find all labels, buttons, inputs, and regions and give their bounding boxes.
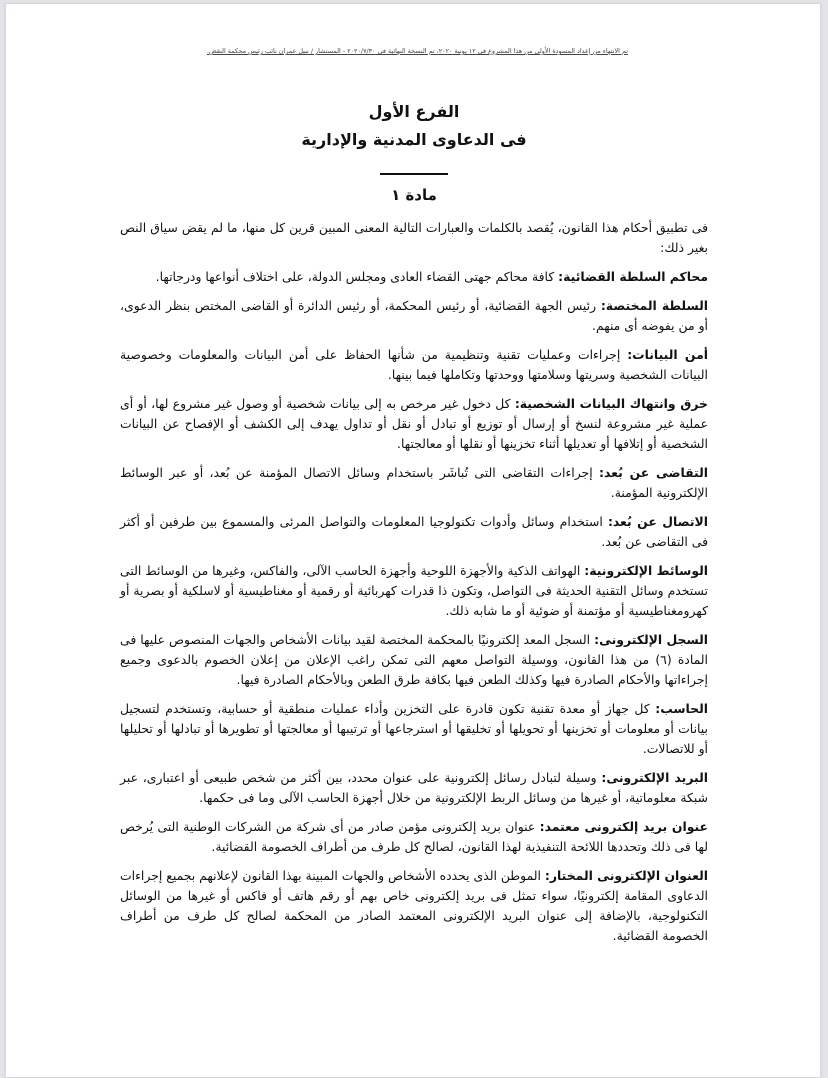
definition-term: الحاسب:	[655, 701, 708, 716]
section-heading	[0, 98, 828, 154]
definition-item	[120, 817, 708, 857]
article-body	[120, 218, 708, 955]
definition-term: التقاضى عن بُعد:	[599, 465, 708, 480]
definition-term: خرق وانتهاك البيانات الشخصية:	[514, 396, 708, 411]
definition-term: عنوان بريد إلكترونى معتمد:	[539, 819, 708, 834]
definition-text: إجراءات وعمليات تقنية وتنظيمية من شأنها الحفاظ على أمن البيانات والمعلومات وخصوصية البيانات الشخصية وسريتها وسلامتها ووحدتها وتكاملها فيما بينها.	[120, 347, 708, 382]
section-subtitle: فى الدعاوى المدنية والإدارية	[301, 130, 527, 149]
definition-item	[120, 296, 708, 336]
header-note: تم الانتهاء من إعداد المسودة الأولى من هذا المشروع فى ١٢ يونية ٢٠٢٠، تم النسخة النهائية فى ٢٠٢٠/٧/٣٠ - المستشار / نبيل عمران نائب رئيس محكمة النقض.	[207, 47, 628, 55]
definition-text: وسيلة لتبادل رسائل إلكترونية على عنوان محدد، بين أكثر من شخص طبيعى أو اعتبارى، عبر شبكة معلوماتية، أو غيرها من وسائل الربط الإلكترونية من خلال أجهزة الحاسب الآلى وما فى حكمها.	[120, 770, 708, 805]
definition-term: أمن البيانات:	[627, 347, 708, 362]
definition-item	[120, 699, 708, 759]
definition-item	[120, 630, 708, 690]
definition-text: الموطن الذى يحدده الأشخاص والجهات المبينة بهذا القانون لإعلانهم بجميع إجراءات الدعاوى المقامة إلكترونيًا، سواء تمثل فى بريد إلكترونى خاص بهم أو رقم هاتف أو فاكس أو غيرها من الوسائل التكنولوجية، بالإضافة إلى عنوان البريد الإلكترونى المعتمد الصادر من المحكمة لصالح كل طرف من أطراف الخصومة القضائية.	[120, 868, 708, 943]
definition-text: كل جهاز أو معدة تقنية تكون قادرة على التخزين وأداء عمليات منطقية أو حسابية، وتستخدم لتسجيل بيانات أو معلومات أو تخزينها أو تحويلها أو تخليقها أو استرجاعها أو ترتيبها أو معالجتها أو تطويرها أو تبادلها أو تحليلها أو للاتصالات.	[120, 701, 708, 756]
definition-text: استخدام وسائل وأدوات تكنولوجيا المعلومات والتواصل المرئى والمسموع بين طرفين أو أكثر فى التقاضى عن بُعد.	[120, 514, 708, 549]
definition-item	[120, 512, 708, 552]
title-separator	[380, 173, 448, 175]
definition-term: السلطة المختصة:	[600, 298, 708, 313]
definition-item	[120, 768, 708, 808]
definition-term: البريد الإلكترونى:	[601, 770, 709, 785]
definition-text: السجل المعد إلكترونيًا بالمحكمة المختصة لقيد بيانات الأشخاص والجهات المنصوص عليها فى المادة (٦) من هذا القانون، ووسيلة التواصل معهم التى تمكن راغب الإعلان من إعلان الخصوم بالدعوى وجميع إجراءاتها والأحكام الصادرة فيها وكذلك الطعن فيها بكافة طرق الطعن وبالأحكام الصادرة فيها.	[120, 632, 708, 687]
definition-term: محاكم السلطة القضائية:	[558, 269, 708, 284]
definition-text: كافة محاكم جهتى القضاء العادى ومجلس الدولة، على اختلاف أنواعها ودرجاتها.	[155, 269, 559, 284]
section-title: الفرع الأول	[368, 102, 460, 121]
definition-item	[120, 267, 708, 287]
definition-text: الهواتف الذكية والأجهزة اللوحية وأجهزة الحاسب الآلى، والفاكس، وغيرها من الوسائط التى تستخدم وسائل التقنية الحديثة فى التواصل، وتكون ذا قدرات كهربائية أو رقمية أو مغناطيسية أو لاسلكية أو بصرية أو كهرومغناطيسية أو مؤتمنة أو ضوئية أو ما شابه ذلك.	[120, 563, 708, 618]
definition-text: عنوان بريد إلكترونى مؤمن صادر من أى شركة من الشركات الوطنية التى يُرخص لها فى ذلك وتحددها اللائحة التنفيذية لهذا القانون، لصالح كل طرف من أطراف الخصومة القضائية.	[120, 819, 708, 854]
definition-item	[120, 463, 708, 503]
definition-text: إجراءات التقاضى التى تُباشَر باستخدام وسائل الاتصال المؤمنة عن بُعد، أو عبر الوسائط الإلكترونية المؤمنة.	[120, 465, 708, 500]
definition-term: الوسائط الإلكترونية:	[584, 563, 708, 578]
intro-paragraph: فى تطبيق أحكام هذا القانون، يُقصد بالكلمات والعبارات التالية المعنى المبين قرين كل منها، ما لم يقض سياق النص بغير ذلك:	[120, 220, 708, 255]
definition-item	[120, 561, 708, 621]
definition-item	[120, 394, 708, 454]
definition-text: رئيس الجهة القضائية، أو رئيس المحكمة، أو رئيس الدائرة أو القاضى المختص بنظر الدعوى، أو من يفوضه أى منهم.	[120, 298, 708, 333]
definition-term: السجل الإلكترونى:	[594, 632, 708, 647]
definition-item	[120, 345, 708, 385]
definition-term: العنوان الإلكترونى المختار:	[544, 868, 709, 883]
article-title: مادة ١	[391, 186, 437, 204]
definition-text: كل دخول غير مرخص به إلى بيانات شخصية أو وصول غير مشروع لها، أو أى عملية غير مشروعة لنسخ أو إرسال أو توزيع أو تبادل أو نقل أو تداول يهدف إلى الكشف أو الإفصاح عن البيانات الشخصية أو إتلافها أو تعديلها أثناء تخزينها أو نقلها أو معالجتها.	[120, 396, 708, 451]
definition-item	[120, 866, 708, 946]
definition-term: الاتصال عن بُعد:	[607, 514, 709, 529]
